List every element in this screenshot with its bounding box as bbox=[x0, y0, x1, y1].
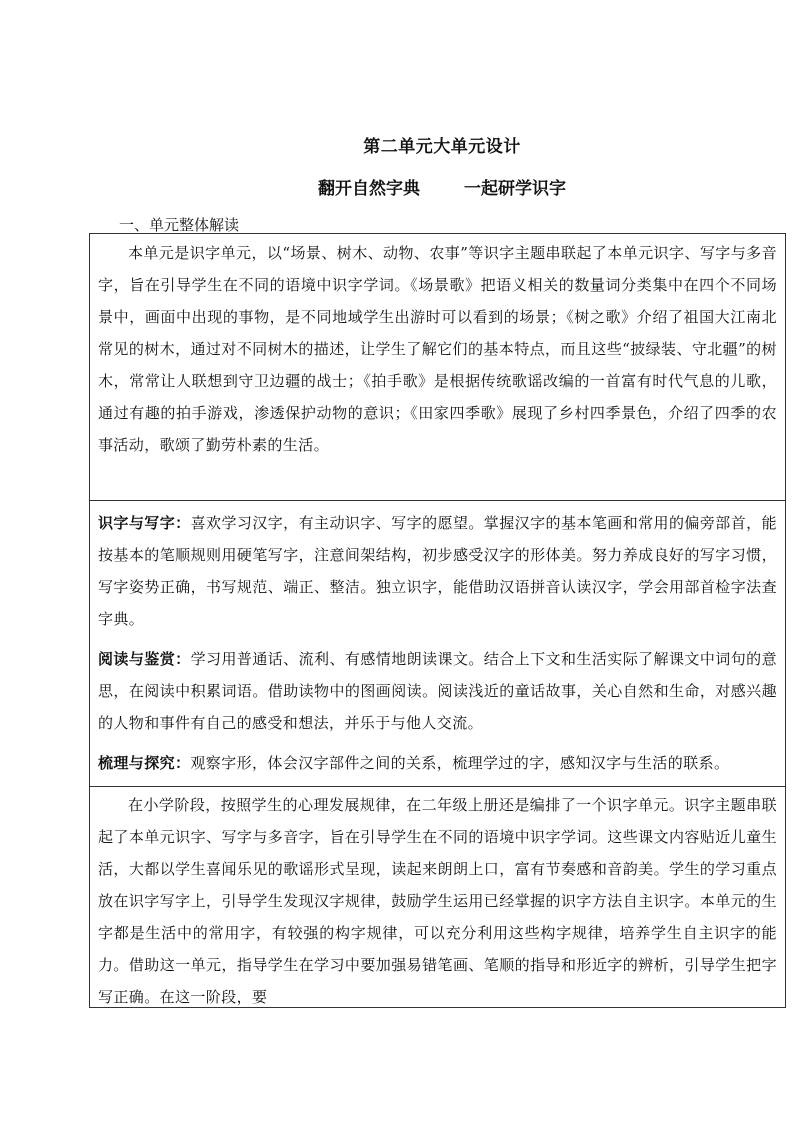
standard-reading bbox=[98, 643, 777, 739]
standard-literacy bbox=[98, 507, 777, 635]
standard-exploration bbox=[98, 747, 777, 779]
document-subtitle bbox=[0, 174, 794, 199]
unit-overview-text: 本单元是识字单元，以“场景、树木、动物、农事”等识字主题串联起了本单元识字、写字与多音字，旨在引导学生在不同的语境中识字学词。《场景歌》把语义相关的数量词分类集中在四个不同场景中，画面中出现的事物，是不同地域学生出游时可以看到的场景；《树之歌》介绍了祖国大江南北常见的树木，通过对不同树木的描述，让学生了解它们的基本特点，而且这些“披绿装、守北疆”的树木，常常让人联想到守卫边疆的战士；《拍手歌》是根据传统歌谣改编的一首富有时代气息的儿歌，通过有趣的拍手游戏，渗透保护动物的意识；《田家四季歌》展现了乡村四季景色，介绍了四季的农事活动，歌颂了勤劳朴素的生活。 bbox=[98, 244, 777, 454]
standard-text: 学习用普通话、流利、有感情地朗读课文。结合上下文和生活实际了解课文中词句的意思，在阅读中积累词语。借助读物中的图画阅读。阅读浅近的童话故事，关心自然和生命，对感兴趣的人物和事件有自己的感受和想法，并乐于与他人交流。 bbox=[98, 650, 777, 732]
standard-label: 梳理与探究： bbox=[98, 754, 191, 772]
section-heading: 一、单元整体解读 bbox=[119, 216, 240, 234]
unit-analysis-table bbox=[89, 233, 786, 1008]
document-title: 第二单元大单元设计 bbox=[363, 137, 521, 157]
standard-label: 阅读与鉴赏： bbox=[98, 650, 191, 668]
learning-analysis-text: 在小学阶段，按照学生的心理发展规律，在二年级上册还是编排了一个识字单元。识字主题串联起了本单元识字、写字与多音字，旨在引导学生在不同的语境中识字学词。这些课文内容贴近儿童生活，大都以学生喜闻乐见的歌谣形式呈现，读起来朗朗上口，富有节奏感和音韵美。学生的学习重点放在识字写字上，引导学生发现汉字规律，鼓励学生运用已经掌握的识字方法自主识字。本单元的生字都是生活中的常用字，有较强的构字规律，可以充分利用这些构字规律，培养学生自主识字的能力。借助这一单元，指导学生在学习中要加强易错笔画、笔顺的指导和形近字的辨析，引导学生把字写正确。在这一阶段，要 bbox=[98, 796, 777, 1006]
standard-label: 识字与写字： bbox=[98, 514, 191, 532]
standard-text: 喜欢学习汉字，有主动识字、写字的愿望。掌握汉字的基本笔画和常用的偏旁部首，能按基本的笔顺规则用硬笔写字，注意间架结构，初步感受汉字的形体美。努力养成良好的写字习惯，写字姿势正确，书写规范、端正、整洁。独立识字，能借助汉语拼音认读汉字，学会用部首检字法查字典。 bbox=[98, 514, 777, 628]
unit-overview-cell bbox=[90, 234, 785, 501]
subtitle-left: 翻开自然字典 bbox=[318, 179, 420, 199]
subtitle-right: 一起研学识字 bbox=[464, 179, 566, 199]
standard-text: 观察字形，体会汉字部件之间的关系，梳理学过的字，感知汉字与生活的联系。 bbox=[190, 754, 730, 772]
learning-analysis-cell bbox=[90, 787, 785, 1007]
curriculum-standards-cell bbox=[90, 501, 785, 787]
